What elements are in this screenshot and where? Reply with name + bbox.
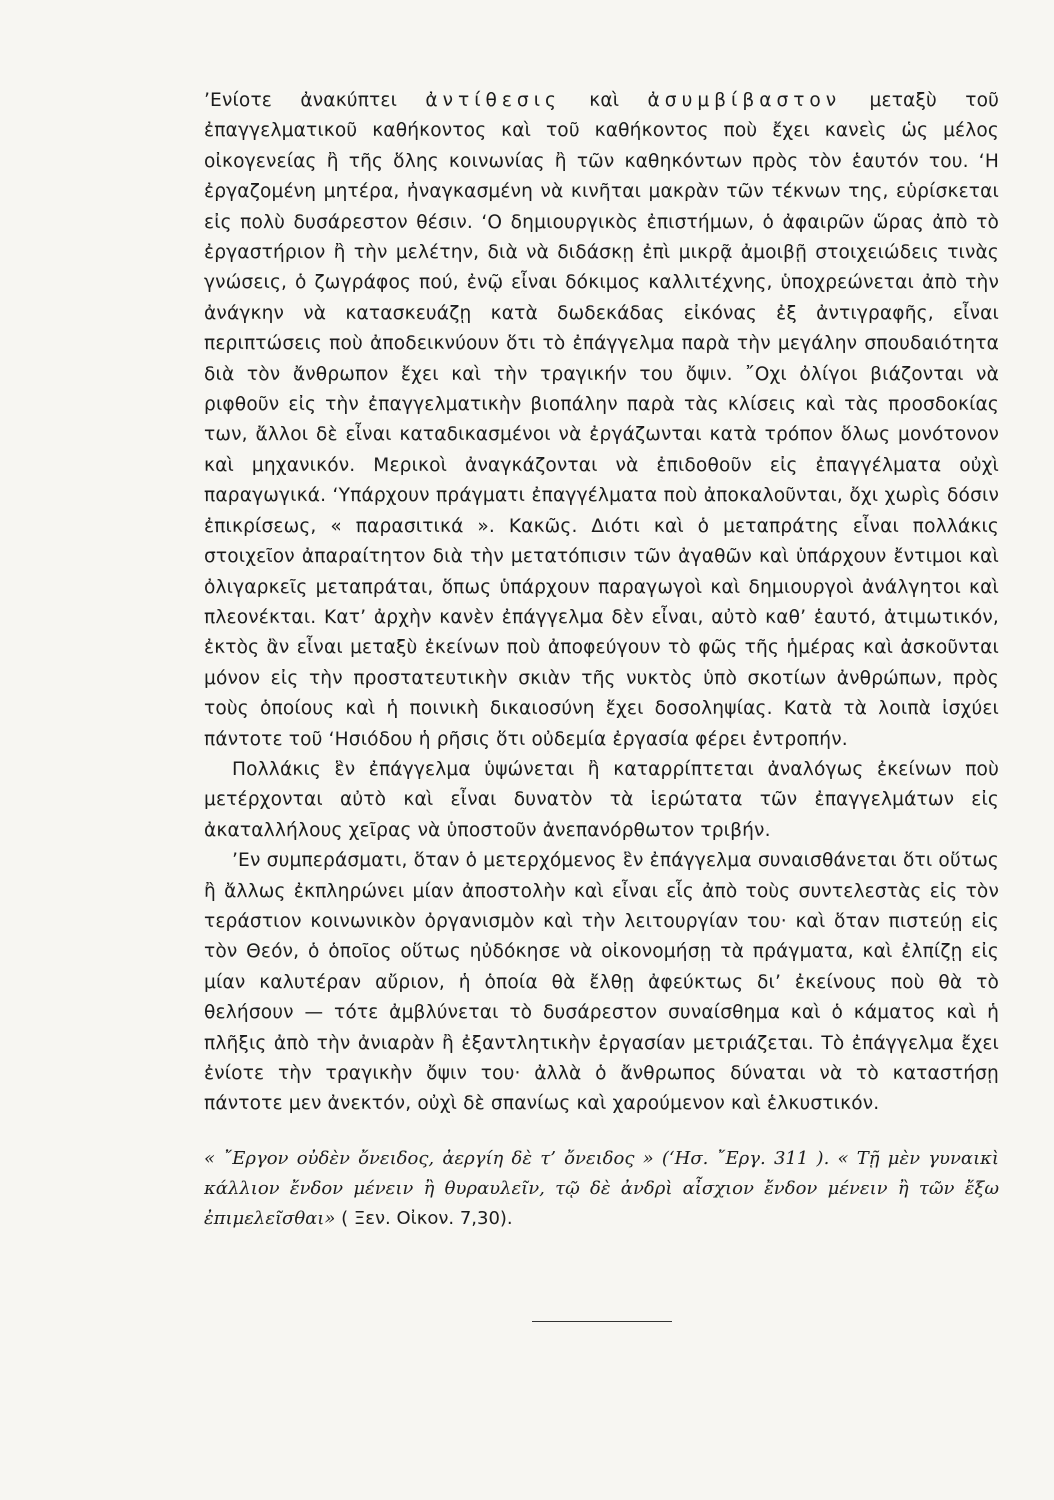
quote-hesiod: « ῎Εργον οὐδὲν ὄνειδος, ἀεργίη δὲ τ’ ὄνειδος » — [204, 1147, 654, 1169]
ref-hesiod: (‘Ησ. ῎Εργ. 311 ). — [653, 1147, 838, 1169]
paragraph-3: ’Εν συμπεράσματι, ὅταν ὁ μετερχόμενος ἓν ἐπάγγελμα συναισθάνεται ὅτι οὕτως ἢ ἄλλως ἐκπληρώνει μίαν ἀποστολὴν καὶ εἶναι εἷς ἀπὸ τοὺς συντελεστὰς εἰς τὸν τεράστιον κοινωνικὸν ὀργανισμὸν καὶ τὴν λειτουργίαν του· καὶ ὅταν πιστεύῃ εἰς τὸν Θεόν, ὁ ὁποῖος οὕτως ηὐδόκησε νὰ οἰκονομήσῃ τὰ πράγματα, καὶ ἐλπίζῃ εἰς μίαν καλυτέραν αὔριον, ἡ ὁποία θὰ ἔλθῃ ἀφεύκτως δι’ ἐκείνους ποὺ θὰ τὸ θελήσουν — τότε ἀμβλύνεται τὸ δυσάρεστον συναίσθημα καὶ ὁ κάματος καὶ ἡ πλῆξις ἀπὸ τὴν ἀνιαρὰν ἢ ἐξαντλητικὴν ἐργασίαν μετριάζεται. Τὸ ἐπάγγελμα ἔχει ἐνίοτε τὴν τραγικὴν ὄψιν του· ἀλλὰ ὁ ἄνθρωπος δύναται νὰ τὸ καταστήσῃ πάντοτε μεν ἀνεκτόν, οὐχὶ δὲ σπανίως καὶ χαρούμενον καὶ ἑλκυστικόν. — [204, 850, 999, 1115]
p1-text-a: ’Ενίοτε ἀνακύπτει — [204, 90, 426, 111]
quote-xenophon: « Τῇ μὲν γυναικὶ κάλλιον ἔνδον μένειν ἢ θυραυλεῖν, τῷ δὲ ἀνδρὶ αἶσχιον ἔνδον μένειν ἢ τῶν ἔξω ἐπιμελεῖσθαι» — [204, 1147, 999, 1229]
p1-text-c: μεταξὺ τοῦ ἐπαγγελματικοῦ καθήκοντος καὶ τοῦ καθήκοντος ποὺ ἔχει κανεὶς ὡς μέλος οἰκογενείας ἢ τῆς ὅλης κοινωνίας ἢ τῶν καθηκόντων πρὸς τὸν ἑαυτόν του. ‘Η ἐργαζομένη μητέρα, ἠναγκασμένη νὰ κινῆται μακρὰν τῶν τέκνων της, εὑρίσκεται εἰς πολὺ δυσάρεστον θέσιν. ‘Ο δημιουργικὸς ἐπιστήμων, ὁ ἀφαιρῶν ὥρας ἀπὸ τὸ ἐργαστήριον ἢ τὴν μελέτην, διὰ νὰ διδάσκῃ ἐπὶ μικρᾷ ἀμοιβῇ στοιχειώδεις τινὰς γνώσεις, ὁ ζωγράφος πού, ἐνῷ εἶναι δόκιμος καλλιτέχνης, ὑποχρεώνεται ἀπὸ τὴν ἀνάγκην νὰ κατασκευάζῃ κατὰ δωδεκάδας εἰκόνας ἐξ ἀντιγραφῆς, εἶναι περιπτώσεις ποὺ ἀποδεικνύουν ὅτι τὸ ἐπάγγελμα παρὰ τὴν μεγάλην σπουδαιότητα διὰ τὸν ἄνθρωπον ἔχει καὶ τὴν τραγικήν του ὄψιν. ῎Οχι ὀλίγοι βιάζονται νὰ ριφθοῦν εἰς τὴν ἐπαγγελματικὴν βιοπάλην παρὰ τὰς κλίσεις καὶ τὰς προσδοκίας των, ἄλλοι δὲ εἶναι καταδικασμένοι νὰ ἐργάζωνται κατὰ τρόπον ὅλως μονότονον καὶ μηχανικόν. Μερικοὶ ἀναγκάζονται νὰ ἐπιδοθοῦν εἰς ἐπαγγέλματα οὐχὶ παραγωγικά. ‘Υπάρχουν πράγματι ἐπαγγέλματα ποὺ ἀποκαλοῦνται, ὄχι χωρὶς δόσιν ἐπικρίσεως, « παρασιτικά ». Κακῶς. Διότι καὶ ὁ μεταπράτης εἶναι πολλάκις στοιχεῖον ἀπαραίτητον διὰ τὴν μετατόπισιν τῶν ἀγαθῶν καὶ ὑπάρχουν ἔντιμοι καὶ ὀλιγαρκεῖς μεταπράται, ὅπως ὑπάρχουν παραγωγοὶ καὶ δημιουργοὶ ἀνάλγητοι καὶ πλεονέκται. Κατ’ ἀρχὴν κανὲν ἐπάγγελμα δὲν εἶναι, αὐτὸ καθ’ ἑαυτό, ἀτιμωτικόν, ἐκτὸς ἂν εἶναι μεταξὺ ἐκείνων ποὺ ἀποφεύγουν τὸ φῶς τῆς ἡμέρας καὶ ἀσκοῦνται μόνον εἰς τὴν προστατευτικὴν σκιὰν τῆς νυκτὸς ὑπὸ σκοτίων ἀνθρώπων, πρὸς τοὺς ὁποίους καὶ ἡ ποινικὴ δικαιοσύνη ἔχει δοσοληψίας. Κατὰ τὰ λοιπὰ ἰσχύει πάντοτε τοῦ ‘Ησιόδου ἡ ρῆσις ὅτι οὐδεμία ἐργασία φέρει ἐντροπήν. — [204, 90, 1000, 750]
p1-spaced-word-1: ἀντίθεσις — [425, 90, 561, 111]
footnote-divider — [532, 1321, 672, 1322]
p1-spaced-word-2: ἀσυμβίβαστον — [647, 90, 842, 111]
p1-text-b: καὶ — [560, 90, 648, 111]
quotation-block — [204, 1144, 999, 1234]
ref-xenophon: ( Ξεν. Οἰκον. 7,30). — [335, 1207, 513, 1229]
paragraph-1 — [204, 86, 999, 755]
paragraph-2: Πολλάκις ἓν ἐπάγγελμα ὑψώνεται ἢ καταρρίπτεται ἀναλόγως ἐκείνων ποὺ μετέρχονται αὐτὸ καὶ εἶναι δυνατὸν τὰ ἱερώτατα τῶν ἐπαγγελμάτων εἰς ἀκαταλλήλους χεῖρας νὰ ὑποστοῦν ἀνεπανόρθωτον τριβήν. — [204, 758, 999, 841]
